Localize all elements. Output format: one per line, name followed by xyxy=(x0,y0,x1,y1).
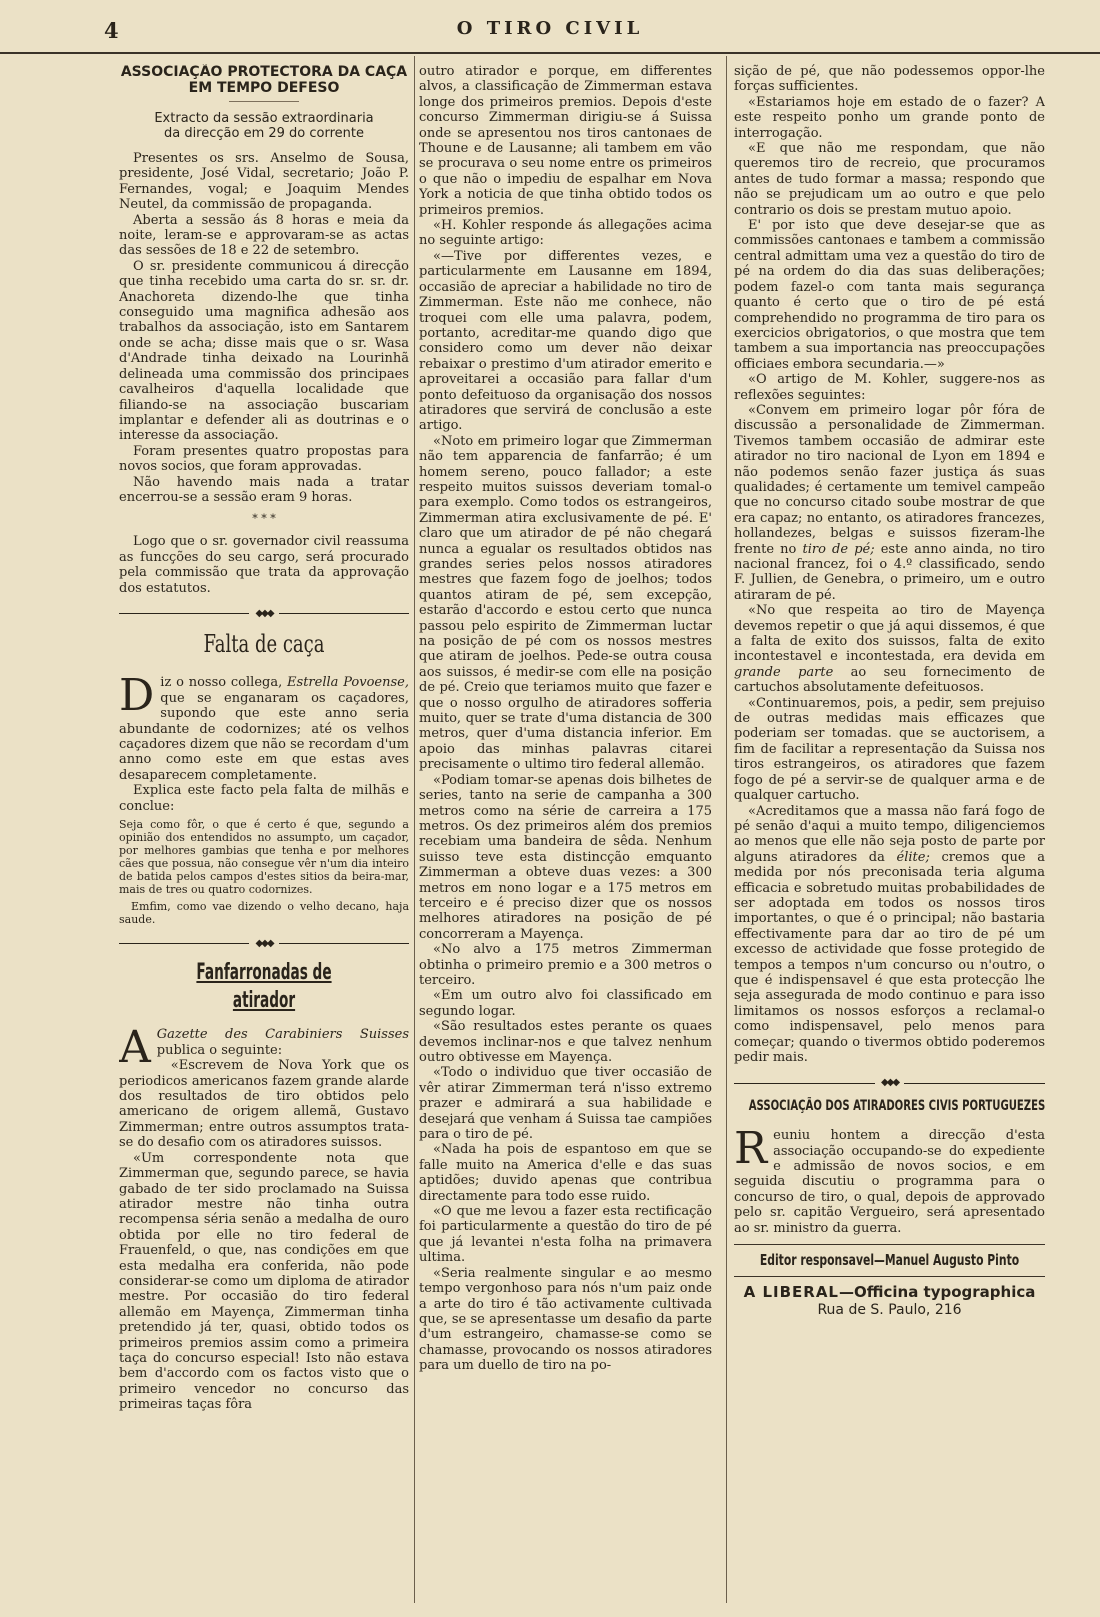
paragraph: Foram presentes quatro propostas para novos socios, que foram approvadas. xyxy=(119,443,409,475)
paragraph: Explica este facto pela falta de milhãs e conclue: xyxy=(119,783,409,814)
paragraph: Diz o nosso collega, Estrella Povoense, que se enganaram os caçadores, supondo que este anno seria abundante de codornizes; até os velhos caçadores dizem que não se recordam d'um anno como este em que estas aves desaparecem completamente. xyxy=(119,670,409,783)
article-title: Fanfarronadas de atirador xyxy=(196,960,332,1014)
paragraph: «Nada ha pois de espantoso em que se falle muito na America d'elle e das suas aptidões; duvido apenas que contribua directamente para todo esse ruido. xyxy=(419,1142,712,1204)
article-title: ASSOCIAÇÃO PROTECTORA DA CAÇA EM TEMPO DEFESO xyxy=(120,64,408,96)
paragraph: «O artigo de M. Kohler, suggere-nos as reflexões seguintes: xyxy=(734,372,1045,403)
quotation: Emfim, como vae dizendo o velho decano, haja saude. xyxy=(119,900,409,927)
paragraph: «Noto em primeiro logar que Zimmerman não tem apparencia de fanfarrão; é um homem sereno, pouco fallador; a este respeito muitos suissos deveriam tomal-o para exemplo. Como todos os estrangeiros, Zimmerman atira exclusivamente de pé. E' claro que um atirador de pé não chegará nunca a egualar os resultados obtidos nas grandes series pelos nossos atiradores mestres que fazem fogo de joelhos; todos quantos atiram de pé, sem excepção, estarão d'accordo e estou certo que nunca passou pelo espirito de Zimmerman luctar na posição de pé com os nossos mestres que atiram de joelhos. Pede-se outra cousa aos suissos, é medir-se com elle na posição de pé. Creio que teriamos muito que fazer e que o nosso orgulho de atiradores sofferia muito, quer se trate d'uma distancia de 300 metros, quer d'uma distancia inferior. Em apoio das minhas palavras citarei precisamente o ultimo tiro federal allemão. xyxy=(419,433,712,773)
asterism: * * * xyxy=(252,512,276,526)
title-rule xyxy=(229,101,299,102)
drop-cap: A xyxy=(119,1022,151,1074)
printer-credit: A LIBERAL—Officina typographica xyxy=(743,1283,1036,1302)
paragraph: «Em um outro alvo foi classificado em segundo logar. xyxy=(419,988,712,1019)
paragraph: Logo que o sr. governador civil reassuma as funcções do seu cargo, será procurado pela commissão que trata da approvação dos estatutos. xyxy=(119,534,409,596)
drop-cap: D xyxy=(119,670,155,722)
paragraph: «Podiam tomar-se apenas dois bilhetes de series, tanto na serie de campanha a 300 metros como na série de carreira a 175 metros. Os dez primeiros além dos premios recebiam uma bandeira de sêda. Nenhum suisso teve esta distincção emquanto Zimmerman a obteve duas vezes: a 300 metros em nono logar e a 175 metros em terceiro e é preciso dizer que os nossos melhores atiradores na posição de pé concorreram a Mayença. xyxy=(419,772,712,942)
masthead: O TIRO CIVIL xyxy=(456,18,644,39)
paragraph: «E que não me respondam, que não queremos tiro de recreio, que procuramos antes de tudo formar a massa; respondo que não se prejudicam um ao outro e que pelo contrario os dois se prestam mutuo apoio. xyxy=(734,141,1045,218)
footer-rule xyxy=(734,1276,1045,1277)
article-subtitle: Extracto da sessão extraordinaria da direcção em 29 do corrente xyxy=(154,111,374,141)
quotation: Seja como fôr, o que é certo é que, segundo a opinião dos entendidos no assumpto, um caçador, por melhores gambias que tenha e por melhores cães que possua, não consegue vêr n'um dia inteiro de batida pelos campos d'estes sitios da beira-mar, mais de tres ou quatro codornizes. xyxy=(119,818,409,897)
paragraph: «Convem em primeiro logar pôr fóra de discussão a personalidade de Zimmerman. Tivemos tambem occasião de admirar este atirador no tiro nacional de Lyon em 1894 e não podemos senão fazer justiça ás suas qualidades; é certamente um temivel campeão que no concurso citado soube mostrar de que era capaz; no entanto, os atiradores francezes, hollandezes, belgas e suissos fizeram-lhe frente no tiro de pé; este anno ainda, no tiro nacional francez, foi o 4.º classificado, sendo F. Jullien, de Genebra, o primeiro, um e outro atiraram de pé. xyxy=(734,402,1045,603)
paragraph: «Seria realmente singular e ao mesmo tempo vergonhoso para nós n'um paiz onde a arte do tiro é tão activamente cultivada que, se se apresentasse um desafio da parte d'um estrangeiro, chamasse-se como se chamasse, provocando os nossos atiradores para um duello de tiro na po- xyxy=(419,1265,712,1374)
column-3 xyxy=(734,64,1045,1607)
column-2 xyxy=(419,64,712,1607)
drop-cap: R xyxy=(734,1123,768,1175)
paragraph: O sr. presidente communicou á direcção que tinha recebido uma carta do sr. sr. dr. Anachoreta dizendo-lhe que tinha conseguido uma magnifica adhesão aos trabalhos da associação, isto em Santarem onde se acha; disse mais que o sr. Wasa d'Andrade tinha deixado na Lourinhã delineada uma commissão dos principaes cavalheiros d'aquella localidade que filiando-se na associação buscariam implantar e defender ali as doutrinas e o interesse da associação. xyxy=(119,258,409,444)
paragraph: A Gazette des Carabiniers Suisses publica o seguinte: xyxy=(119,1022,409,1074)
column-divider xyxy=(414,56,415,1603)
page-number: 4 xyxy=(104,18,119,43)
paragraph: Aberta a sessão ás 8 horas e meia da noite, leram-se e approvaram-se as actas das sessões de 18 e 22 de setembro. xyxy=(119,212,409,259)
page-header xyxy=(0,0,1100,54)
paragraph: «No alvo a 175 metros Zimmerman obtinha o primeiro premio e a 300 metros o terceiro. xyxy=(419,942,712,988)
paragraph: Reuniu hontem a direcção d'esta associação occupando-se do expediente e admissão de novos socios, e em seguida discutiu o programma para o concurso de tiro, o qual, depois de approvado pelo sr. capitão Vergueiro, será apresentado ao sr. ministro da guerra. xyxy=(734,1123,1045,1236)
article-title: Falta de caça xyxy=(203,630,325,659)
paragraph: «No que respeita ao tiro de Mayença devemos repetir o que já aqui dissemos, é que a falta de exito dos suissos, falta de exito incontestavel e incontestada, era devida em grande parte ao seu fornecimento de cartuchos absolutamente defeituosos. xyxy=(734,603,1045,696)
paragraph: «Escrevem de Nova York que os periodicos americanos fazem grande alarde dos resultados de tiro obtidos pelo americano de origem allemã, Gustavo Zimmerman; entre outros assumptos trata-se do desafio com os atiradores suissos. xyxy=(119,1058,409,1151)
paragraph: «São resultados estes perante os quaes devemos inclinar-nos e que talvez nenhum outro obtivesse em Mayença. xyxy=(419,1019,712,1065)
paragraph: «—Tive por differentes vezes, e particularmente em Lausanne em 1894, occasião de apreciar a habilidade no tiro de Zimmerman. Este não me conhece, não troquei com elle uma palavra, podem, portanto, acreditar-me quando digo que considero como um dever não deixar rebaixar o prestimo d'um atirador emerito e aproveitarei a occasião para fallar d'um ponto defeituoso da organisação dos nossos atiradores que servirá de conclusão a este artigo. xyxy=(419,248,712,434)
paragraph: «Acreditamos que a massa não fará fogo de pé senão d'aqui a muito tempo, diligenciemos ao menos que elle não seja posto de parte por alguns atiradores da élite; cremos que a medida por nós preconisada teria alguma efficacia e sobretudo muitas probabilidades de ser adoptada em todos os nossos tiros importantes, o que é o principal; não bastaria effectivamente para dar ao tiro de pé um excesso de actividade que fosse protegido de tempos a tempos n'um concurso ou n'outro, o que é indispensavel é que esta protecção lhe seja assegurada de modo continuo e para isso limitamos os nossos esforços a reclamal-o como indispensavel, pelo menos para começar; quando o tivermos obtido poderemos pedir mais. xyxy=(734,803,1045,1065)
footer-rule xyxy=(734,1244,1045,1245)
column-1 xyxy=(119,64,409,1607)
printer-address: Rua de S. Paulo, 216 xyxy=(817,1301,962,1318)
paragraph: «Continuaremos, pois, a pedir, sem prejuiso de outras medidas mais efficazes que poderiam ser tomadas. que se auctorisem, a fim de facilitar a representação da Suissa nos tiros estrangeiros, os atiradores que fazem fogo de pé a servir-se de qualquer arma e de qualquer cartucho. xyxy=(734,695,1045,804)
article-title: ASSOCIAÇÃO DOS ATIRADORES CIVIS PORTUGUEZES xyxy=(748,1097,1045,1114)
paragraph: Presentes os srs. Anselmo de Sousa, presidente, José Vidal, secretario; João P. Fernandes, vogal; e Joaquim Mendes Neutel, da commissão de propaganda. xyxy=(119,151,409,213)
paragraph: «Um correspondente nota que Zimmerman que, segundo parece, se havia gabado de ter sido proclamado na Suissa atirador mestre não tinha outra recompensa séria senão a medalha de ouro obtida por elle no tiro federal de Frauenfeld, o que, nas condições em que esta medalha era conferida, não pode considerar-se como um diploma de atirador mestre. Por occasião do tiro federal allemão em Mayença, Zimmerman tinha pretendido já ter, quasi, obtido todos os primeiros premios assim como a primeira taça do concurso especial! Isto não estava bem d'accordo com os factos visto que o primeiro vencedor no concurso das primeiras taças fôra xyxy=(119,1150,409,1413)
paragraph: «Todo o individuo que tiver occasião de vêr atirar Zimmerman terá n'isso extremo prazer e admirará a sua habilidade e desejará que venham á Suissa tae campiões para o tiro de pé. xyxy=(419,1065,712,1143)
paragraph: «H. Kohler responde ás allegações acima no seguinte artigo: xyxy=(419,218,712,249)
paragraph: outro atirador e porque, em differentes alvos, a classificação de Zimmerman estava longe dos primeiros premios. Depois d'este concurso Zimmerman dirigiu-se á Suissa onde se apresentou nos tiros cantonaes de Thoune e de Lausanne; ali tambem em vão se procurava o seu nome entre os primeiros o que não o impediu de espalhar em Nova York a noticia de que tinha obtido todos os primeiros premios. xyxy=(419,64,712,218)
section-ornament: ◆◆◆ xyxy=(119,606,409,621)
section-ornament: ◆◆◆ xyxy=(119,936,409,951)
paragraph: sição de pé, que não podessemos oppor-lhe forças sufficientes. xyxy=(734,64,1045,95)
paragraph: Não havendo mais nada a tratar encerrou-se a sessão eram 9 horas. xyxy=(119,474,409,505)
paragraph: «O que me levou a fazer esta rectificação foi particularmente a questão do tiro de pé que já levantei n'esta folha na primavera ultima. xyxy=(419,1204,712,1266)
editor-credit: Editor responsavel—Manuel Augusto Pinto xyxy=(759,1251,1020,1270)
paragraph: E' por isto que deve desejar-se que as commissões cantonaes e tambem a commissão central admittam uma vez a questão do tiro de pé na ordem do dia das suas deliberações; podem fazel-o com tanta mais segurança quanto é certo que o tiro de pé está comprehendido no programma de tiro para os exercicios obrigatorios, o que mostra que tem tambem a sua importancia nas preoccupações officiaes embora secundaria.—» xyxy=(734,218,1045,372)
section-ornament: ◆◆◆ xyxy=(734,1075,1045,1090)
paragraph: «Estariamos hoje em estado de o fazer? A este respeito ponho um grande ponto de interrogação. xyxy=(734,94,1045,141)
column-divider xyxy=(726,56,727,1603)
